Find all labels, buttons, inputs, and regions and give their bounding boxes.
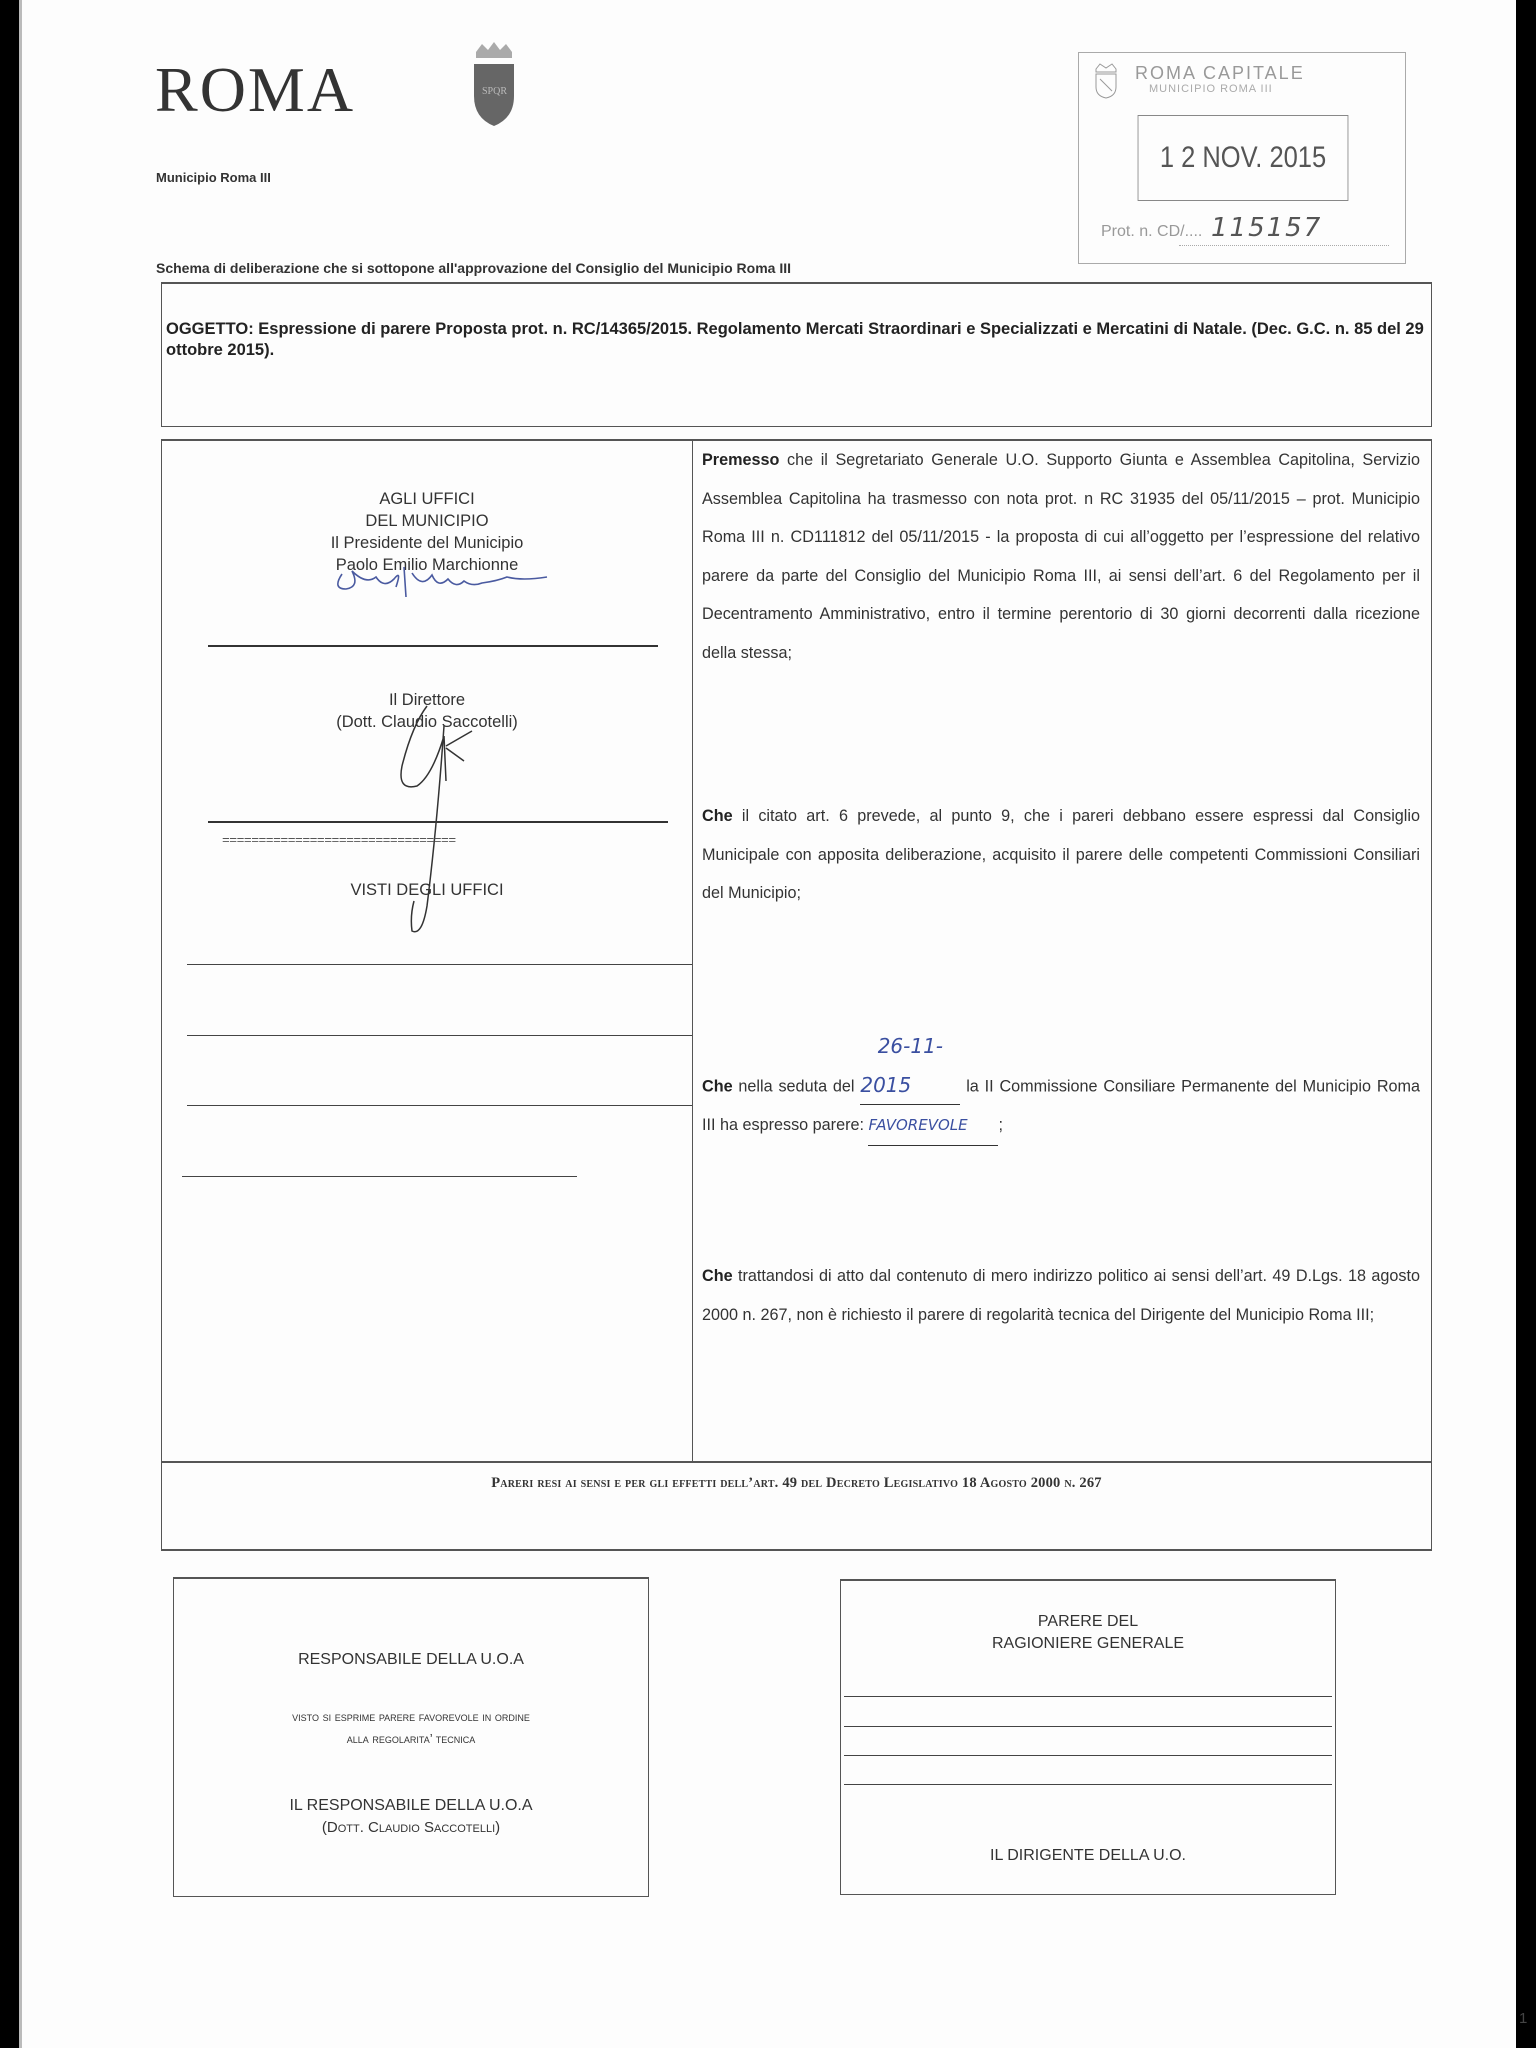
presidente-name: Paolo Emilio Marchionne xyxy=(335,556,519,574)
schema-line: Schema di deliberazione che si sottopone all'approvazione del Consiglio del Municipio Roma III xyxy=(156,260,791,276)
visti-line-4 xyxy=(182,1176,577,1177)
stamp-title: ROMA CAPITALE xyxy=(1135,63,1305,83)
visti-line-1 xyxy=(187,964,692,965)
paragraph-che-1 xyxy=(702,797,1420,913)
che-keyword-1: Che xyxy=(702,807,733,825)
ragioniere-line-2 xyxy=(844,1726,1332,1727)
visti-line-3 xyxy=(187,1105,692,1106)
document-page xyxy=(19,0,1528,2048)
che-text-1: il citato art. 6 prevede, al punto 9, che i pareri debbano essere espressi dal Consiglio Municipale con apposita deliberazione, acquisito il parere delle competenti Commissioni Consiliari del Municipio; xyxy=(702,807,1420,902)
agli-uffici-label: AGLI UFFICI xyxy=(379,490,475,508)
page-number: 1 xyxy=(1519,2010,1528,2027)
municipio-label: Municipio Roma III xyxy=(156,170,271,185)
parere-field[interactable]: FAVOREVOLE xyxy=(868,1106,998,1146)
direttore-signature-line xyxy=(208,821,668,823)
pareri-heading: Pareri resi ai sensi e per gli effetti dell’art. 49 del Decreto Legislativo 18 Agosto 2000 n. 267 xyxy=(491,1475,1102,1491)
che-text-2-end: ; xyxy=(998,1116,1003,1134)
stamp-crest-icon xyxy=(1093,63,1119,99)
ragioniere-line-1 xyxy=(844,1696,1332,1697)
column-divider xyxy=(692,441,693,1463)
che-text-2a: nella seduta del xyxy=(732,1077,855,1096)
protocol-stamp xyxy=(1078,52,1406,264)
seduta-date-field[interactable]: 26-11-2015 xyxy=(860,1027,960,1105)
stamp-prot-label: Prot. n. CD/.... xyxy=(1101,223,1203,240)
che-text-3: trattandosi di atto dal contenuto di mero indirizzo politico ai sensi dell’art. 49 D.Lgs. 18 agosto 2000 n. 267, non è richiesto il parere di regolarità tecnica del Dirigente del Municipio Roma III; xyxy=(702,1267,1420,1324)
ragioniere-line-4 xyxy=(844,1784,1332,1785)
premesso-text: che il Segretariato Generale U.O. Supporto Giunta e Assemblea Capitolina, Servizio Assemblea Capitolina ha trasmesso con nota prot. n RC 31935 del 05/11/2015 – prot. Municipio Roma III n. CD111812 del 05/11/2015 - la proposta di cui all’oggetto per l’espressione del relativo parere da parte del Consiglio del Municipio Roma III, ai sensi dell’art. 6 del Regolamento per il Decentramento Amministrativo, entro il termine perentorio di 30 giorni decorrenti dalla ricezione della stessa; xyxy=(702,451,1420,662)
presidente-signature-line xyxy=(208,645,658,647)
responsabile-title: RESPONSABILE DELLA U.O.A xyxy=(298,1651,524,1668)
pareri-box xyxy=(161,1461,1432,1551)
responsabile-signer-title: IL RESPONSABILE DELLA U.O.A xyxy=(289,1797,533,1814)
stamp-dotted-line xyxy=(1179,245,1389,246)
oggetto-content: Espressione di parere Proposta prot. n. RC/14365/2015. Regolamento Mercati Straordinari e Specializzati e Mercatini di Natale. (Dec. G.C. n. 85 del 29 ottobre 2015). xyxy=(166,320,1424,359)
svg-text:SPQR: SPQR xyxy=(482,86,508,97)
ragioniere-signer: IL DIRIGENTE DELLA U.O. xyxy=(990,1847,1186,1864)
visto-line-1 xyxy=(174,1709,648,1724)
paragraph-che-3 xyxy=(702,1257,1420,1334)
ragioniere-line-3 xyxy=(844,1755,1332,1756)
visti-uffici-label: VISTI DEGLI UFFICI xyxy=(350,881,504,899)
oggetto-text xyxy=(166,319,1427,361)
visti-line-2 xyxy=(187,1035,692,1036)
premesso-keyword: Premesso xyxy=(702,451,780,469)
presidente-title: Il Presidente del Municipio xyxy=(330,534,524,552)
che-keyword-2: Che xyxy=(702,1077,733,1096)
ragioniere-title-2: RAGIONIERE GENERALE xyxy=(991,1635,1185,1652)
paragraph-premesso xyxy=(702,441,1420,672)
direttore-title: Il Direttore xyxy=(388,691,466,709)
visto-line-1-text: visto si esprime parere favorevole in ordine xyxy=(292,1709,530,1724)
roma-logo-text: ROMA xyxy=(155,54,356,125)
paragraph-che-2 xyxy=(702,1027,1420,1146)
stamp-subtitle: MUNICIPIO ROMA III xyxy=(1149,83,1273,95)
separator-line: ================================ xyxy=(222,833,456,848)
stamp-date: 1 2 NOV. 2015 xyxy=(1138,115,1349,201)
main-table xyxy=(161,439,1432,1461)
visto-line-2: alla regolarita’ tecnica xyxy=(346,1731,476,1746)
che-keyword-3: Che xyxy=(702,1267,733,1285)
responsabile-signer-name: (Dott. Claudio Saccotelli) xyxy=(321,1819,501,1836)
del-municipio-label: DEL MUNICIPIO xyxy=(365,512,489,530)
oggetto-label: OGGETTO: xyxy=(166,320,254,338)
stamp-prot-number: 115157 xyxy=(1211,213,1323,243)
presidente-signature-icon xyxy=(332,559,552,609)
che-text-2b: la II Commissione Consiliare Permanente del Municipio Roma III ha espresso parere: xyxy=(702,1077,1421,1134)
direttore-name: (Dott. Claudio Saccotelli) xyxy=(336,713,518,731)
responsabile-box xyxy=(173,1577,649,1897)
ragioniere-box xyxy=(840,1579,1336,1895)
oggetto-box xyxy=(161,282,1432,427)
ragioniere-title-1: PARERE DEL xyxy=(1037,1613,1139,1630)
roma-crest-icon xyxy=(468,42,520,128)
